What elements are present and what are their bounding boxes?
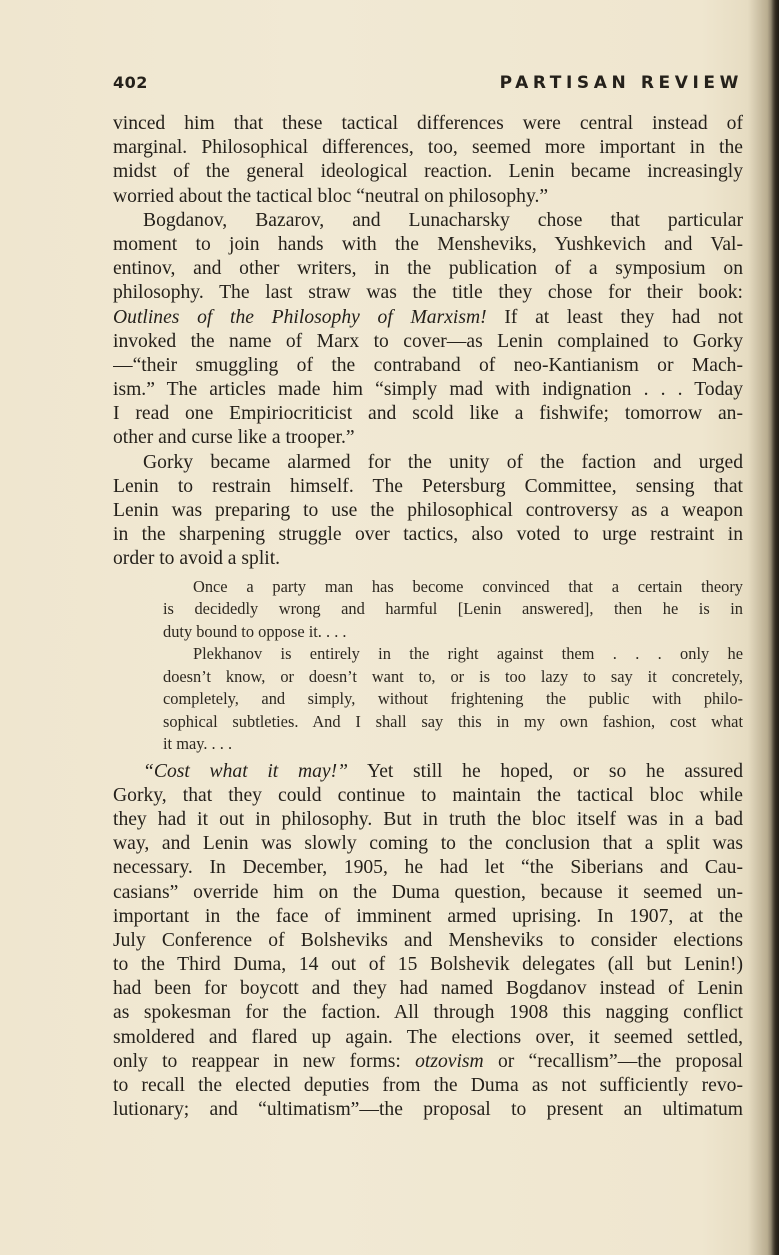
paragraph-symposium xyxy=(113,209,743,451)
text-line: ism.” The articles made him “simply mad with indignation . . . Today xyxy=(113,379,743,401)
block-quote xyxy=(163,572,743,760)
text-line: worried about the tactical bloc “neutral on philosophy.” xyxy=(113,185,549,207)
text-line: in the sharpening struggle over tactics, also voted to urge restraint in xyxy=(113,524,743,546)
text-line: as spokesman for the faction. All through 1908 this nagging conflict xyxy=(113,1002,743,1024)
quote-line: duty bound to oppose it. . . . xyxy=(163,621,347,641)
text-line xyxy=(113,760,743,784)
text-line: order to avoid a split. xyxy=(113,548,281,570)
text-fragment: Yet still he hoped, or so he assured xyxy=(348,760,743,782)
quote-line: it may. . . . xyxy=(163,734,233,754)
text-line: entinov, and other writers, in the publication of a symposium on xyxy=(113,258,743,280)
quoted-phrase-italic: “Cost what it may!” xyxy=(143,760,349,782)
text-line: way, and Lenin was slowly coming to the conclusion that a split was xyxy=(113,833,743,855)
text-line: smoldered and flared up again. The elections over, it seemed settled, xyxy=(113,1026,743,1048)
text-fragment: If at least they had not xyxy=(486,306,743,328)
text-line: important in the face of imminent armed uprising. In 1907, at the xyxy=(113,905,743,927)
text-line: Gorky, that they could continue to maintain the tactical bloc while xyxy=(113,784,743,806)
term-italic: otzovism xyxy=(415,1050,484,1072)
text-line: Lenin to restrain himself. The Petersburg Committee, sensing that xyxy=(113,475,743,497)
text-line: moment to join hands with the Mensheviks, Yushkevich and Val- xyxy=(113,233,743,255)
page-number: 402 xyxy=(113,73,148,92)
text-line: had been for boycott and they had named Bogdanov instead of Lenin xyxy=(113,978,743,1000)
text-line: I read one Empiriocriticist and scold like a fishwife; tomorrow an- xyxy=(113,403,743,425)
text-line: midst of the general ideological reaction. Lenin became increasingly xyxy=(113,161,743,183)
text-line: to the Third Duma, 14 out of 15 Bolshevik delegates (all but Lenin!) xyxy=(113,954,743,976)
book-title-italic: Outlines of the Philosophy of Marxism! xyxy=(113,306,487,328)
page-spine-shadow xyxy=(771,0,779,1255)
running-head xyxy=(113,73,743,97)
quote-line: doesn’t know, or doesn’t want to, or is too lazy to say it concretely, xyxy=(163,666,743,686)
quote-line: Once a party man has become convinced that a certain theory xyxy=(193,576,743,596)
journal-title: PARTISAN REVIEW xyxy=(499,73,743,93)
body-text xyxy=(113,112,743,1122)
text-fragment: only to reappear in new forms: xyxy=(113,1050,416,1072)
text-line: casians” override him on the Duma question, because it seemed un- xyxy=(113,881,743,903)
text-line: marginal. Philosophical differences, too, seemed more important in the xyxy=(113,137,743,159)
quote-line: sophical subtleties. And I shall say this in my own fashion, cost what xyxy=(163,711,743,731)
text-line xyxy=(113,1050,743,1074)
text-line: to recall the elected deputies from the Duma as not sufficiently revo- xyxy=(113,1075,743,1096)
text-line: July Conference of Bolsheviks and Mensheviks to consider elections xyxy=(113,929,743,951)
text-line: philosophy. The last straw was the title they chose for their book: xyxy=(113,282,743,304)
text-fragment: or “recallism”—the proposal xyxy=(483,1050,743,1072)
paragraph-cost-what-it-may xyxy=(113,760,743,1123)
quote-line: is decidedly wrong and harmful [Lenin answered], then he is in xyxy=(163,599,743,619)
text-line: —“their smuggling of the contraband of neo-Kantianism or Mach- xyxy=(113,354,743,376)
text-line: other and curse like a trooper.” xyxy=(113,427,355,449)
text-line: invoked the name of Marx to cover—as Lenin complained to Gorky xyxy=(113,330,743,352)
text-line: vinced him that these tactical differences were central instead of xyxy=(113,113,743,134)
quote-line: completely, and simply, without frightening the public with philo- xyxy=(163,689,743,709)
text-line: Bogdanov, Bazarov, and Lunacharsky chose that particular xyxy=(143,209,743,231)
text-line: lutionary; and “ultimatism”—the proposal to present an ultimatum xyxy=(113,1099,743,1121)
text-line: they had it out in philosophy. But in truth the bloc itself was in a bad xyxy=(113,808,743,830)
text-line: necessary. In December, 1905, he had let “the Siberians and Cau- xyxy=(113,857,743,879)
text-line: Gorky became alarmed for the unity of the faction and urged xyxy=(143,451,743,473)
paragraph-continuation xyxy=(113,112,743,209)
text-line: Lenin was preparing to use the philosophical controversy as a weapon xyxy=(113,500,743,521)
paragraph-gorky-alarmed xyxy=(113,451,743,572)
quote-line: Plekhanov is entirely in the right against them . . . only he xyxy=(193,644,743,664)
text-line xyxy=(113,306,743,330)
